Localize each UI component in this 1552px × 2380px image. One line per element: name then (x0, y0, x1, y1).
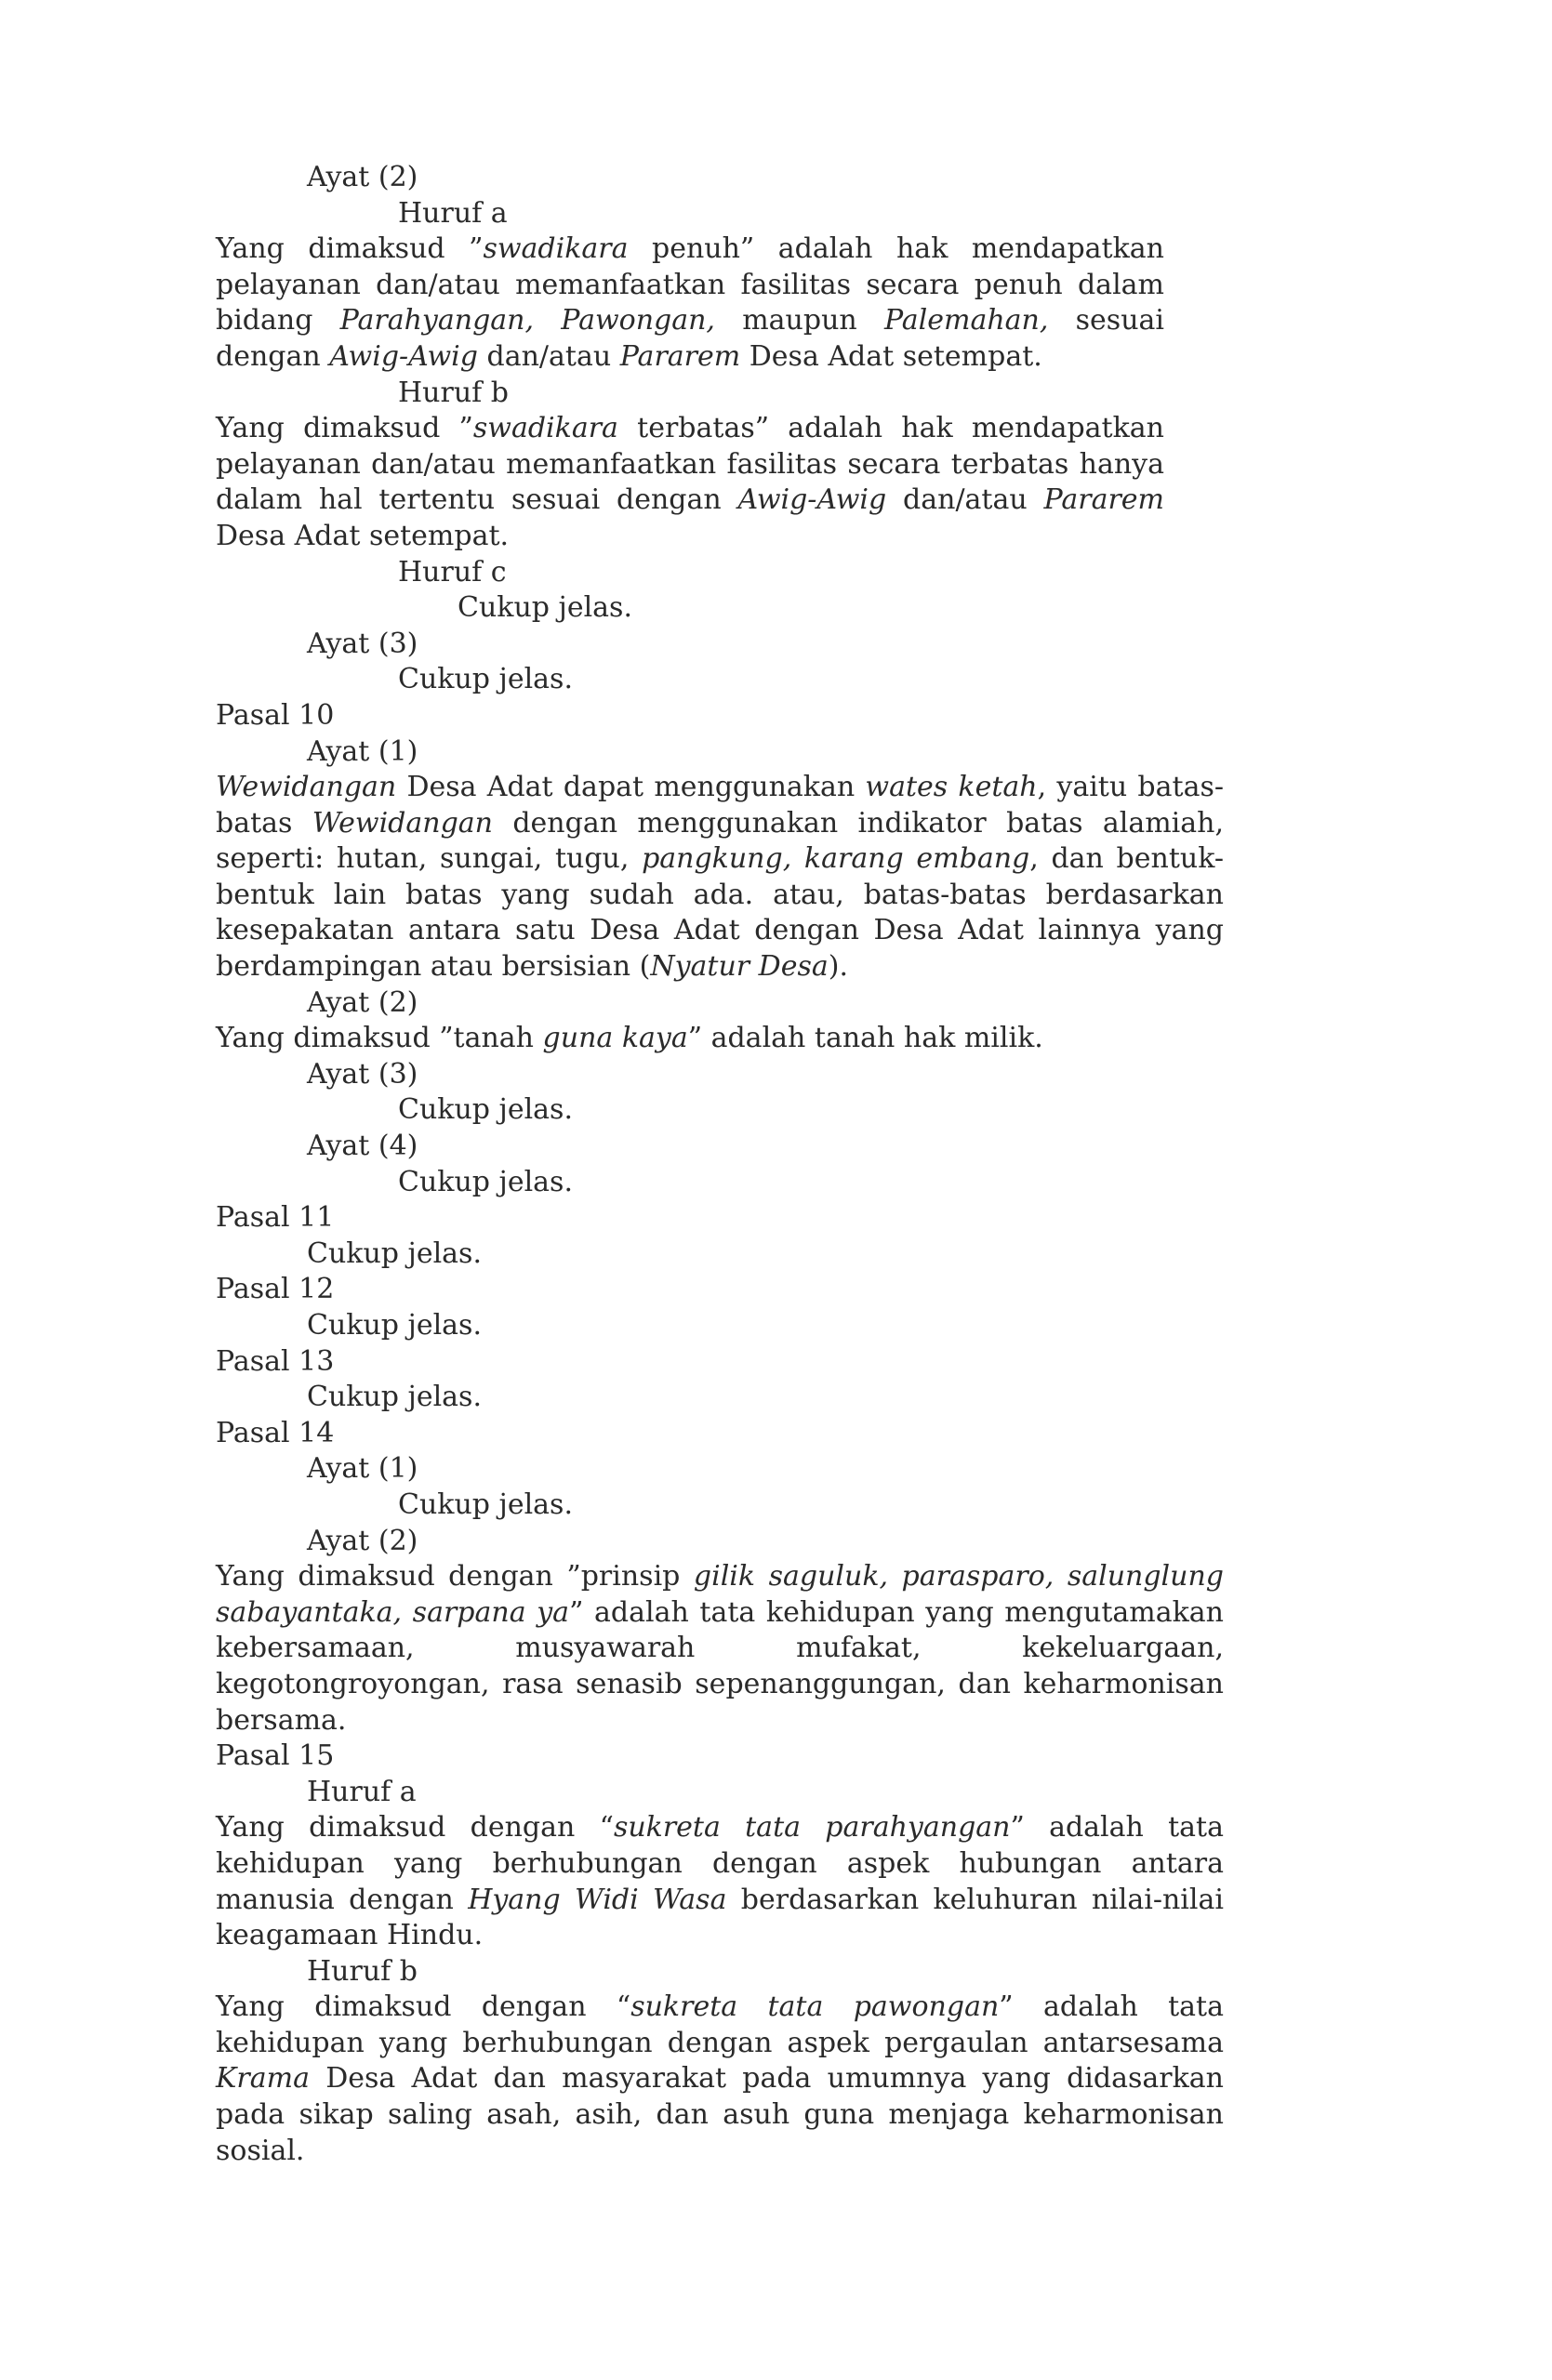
section-heading: Pasal 10 (216, 698, 335, 732)
section-heading: Pasal 14 (216, 1416, 335, 1449)
text-line: Cukup jelas. (307, 1309, 482, 1342)
text-segment: dan/atau (477, 339, 620, 373)
section-heading: Huruf b (307, 1954, 418, 1988)
section-heading: Huruf a (398, 196, 508, 230)
explanation-paragraph (216, 231, 1164, 375)
explanation-paragraph (216, 1559, 1224, 1739)
section-heading: Ayat (1) (307, 1452, 418, 1486)
italic-term: wates ketah (865, 771, 1038, 804)
text-segment: Desa Adat setempat. (740, 339, 1042, 373)
italic-term: sukreta tata pawongan (630, 1990, 1000, 2024)
explanation-paragraph (216, 1810, 1224, 1953)
italic-term: Pararem (1043, 483, 1164, 517)
text-segment: ” adalah tata kehidupan yang mengutamakan kebersamaan, musyawarah mufakat, kekeluargaan, kegotongroyongan, rasa senasib sepenanggungan, dan keharmonisan bersama. (216, 1595, 1224, 1737)
section-heading: Ayat (1) (307, 734, 418, 768)
section-heading: Ayat (4) (307, 1130, 418, 1163)
text-segment: Yang dimaksud dengan ”prinsip (216, 1560, 694, 1593)
text-segment: dengan menggunakan indikator batas alamiah, seperti: hutan, sungai, tugu, (216, 806, 1225, 876)
text-segment: Yang dimaksud dengan “ (216, 1811, 614, 1844)
italic-term: Palemahan, (883, 304, 1049, 337)
text-segment: dan/atau (886, 483, 1044, 517)
text-line: Cukup jelas. (398, 663, 573, 696)
italic-term: Wewidangan (312, 806, 494, 840)
section-heading: Pasal 13 (216, 1344, 335, 1378)
italic-term: Pararem (619, 339, 741, 373)
section-heading: Ayat (2) (307, 161, 418, 193)
italic-term: sukreta tata parahyangan (613, 1811, 1011, 1844)
italic-term: Nyatur Desa (650, 950, 829, 984)
text-segment: Yang dimaksud ”tanah (216, 1022, 543, 1055)
text-segment: Yang dimaksud ” (216, 412, 473, 445)
text-segment: Desa Adat dapat menggunakan (396, 771, 866, 804)
italic-term: Awig-Awig (329, 339, 478, 373)
section-heading: Pasal 12 (216, 1273, 335, 1306)
explanation-paragraph (216, 1021, 1224, 1057)
section-heading: Huruf b (398, 376, 509, 409)
explanation-paragraph (216, 1990, 1224, 2169)
italic-term: guna kaya (542, 1022, 688, 1055)
text-segment: ” adalah tanah hak milik. (687, 1022, 1043, 1055)
text-line: Cukup jelas. (398, 1488, 573, 1521)
italic-term: swadikara (483, 232, 629, 266)
text-segment: sesuai dengan (216, 304, 1164, 373)
italic-term: swadikara (472, 412, 618, 445)
italic-term: Hyang Widi Wasa (468, 1883, 727, 1916)
text-segment: , dan bentuk-bentuk lain batas yang sudah ada. atau, batas-batas berdasarkan kesepakatan antara satu Desa Adat dengan Desa Adat lainnya yang berdampingan atau bersisian ( (216, 842, 1224, 984)
explanation-paragraph (216, 411, 1164, 554)
text-segment: Yang dimaksud dengan “ (216, 1990, 631, 2024)
text-line: Cukup jelas. (307, 1381, 482, 1414)
italic-term: pangkung, karang embang (642, 842, 1030, 876)
text-segment: , yaitu batas-batas (216, 771, 1224, 840)
text-segment: berdasarkan keluhuran nilai-nilai keagamaan Hindu. (216, 1883, 1224, 1952)
text-segment: terbatas” adalah hak mendapatkan pelayanan dan/atau memanfaatkan fasilitas secara terbatas hanya dalam hal tertentu sesuai dengan (216, 412, 1164, 517)
text-line: Cukup jelas. (307, 1236, 482, 1270)
italic-term: Awig-Awig (737, 483, 887, 517)
text-line: Cukup jelas. (458, 591, 632, 625)
text-segment: maupun (714, 304, 884, 337)
text-segment: ” adalah tata kehidupan yang berhubungan dengan aspek hubungan antara manusia dengan (216, 1811, 1225, 1916)
text-segment: ). (828, 950, 849, 984)
text-segment: penuh” adalah hak mendapatkan pelayanan dan/atau memanfaatkan fasilitas secara penuh dalam bidang (216, 232, 1165, 337)
text-segment: Desa Adat setempat. (216, 519, 510, 552)
text-line: Cukup jelas. (398, 1165, 573, 1198)
section-heading: Ayat (2) (307, 1524, 418, 1557)
italic-term: Krama (216, 2062, 310, 2096)
document-body (216, 160, 1406, 2169)
section-heading: Huruf c (398, 555, 507, 588)
text-segment: Desa Adat dan masyarakat pada umumnya yang didasarkan pada sikap saling asah, asih, dan asuh guna menjaga keharmonisan sosial. (216, 2062, 1224, 2167)
section-heading: Pasal 15 (216, 1739, 335, 1773)
text-segment: Yang dimaksud ” (216, 232, 484, 266)
text-segment: ” adalah tata kehidupan yang berhubungan dengan aspek pergaulan antarsesama (216, 1990, 1224, 2059)
italic-term: gilik saguluk, parasparo, salunglung sabayantaka, sarpana ya (216, 1560, 1224, 1629)
section-heading: Ayat (3) (307, 627, 418, 660)
text-line: Cukup jelas. (398, 1093, 573, 1127)
section-heading: Huruf a (307, 1775, 417, 1808)
italic-term: Parahyangan, Pawongan, (339, 304, 715, 337)
section-heading: Ayat (2) (307, 985, 418, 1019)
explanation-paragraph (216, 770, 1224, 985)
section-heading: Pasal 11 (216, 1201, 335, 1235)
section-heading: Ayat (3) (307, 1057, 418, 1091)
italic-term: Wewidangan (216, 771, 397, 804)
